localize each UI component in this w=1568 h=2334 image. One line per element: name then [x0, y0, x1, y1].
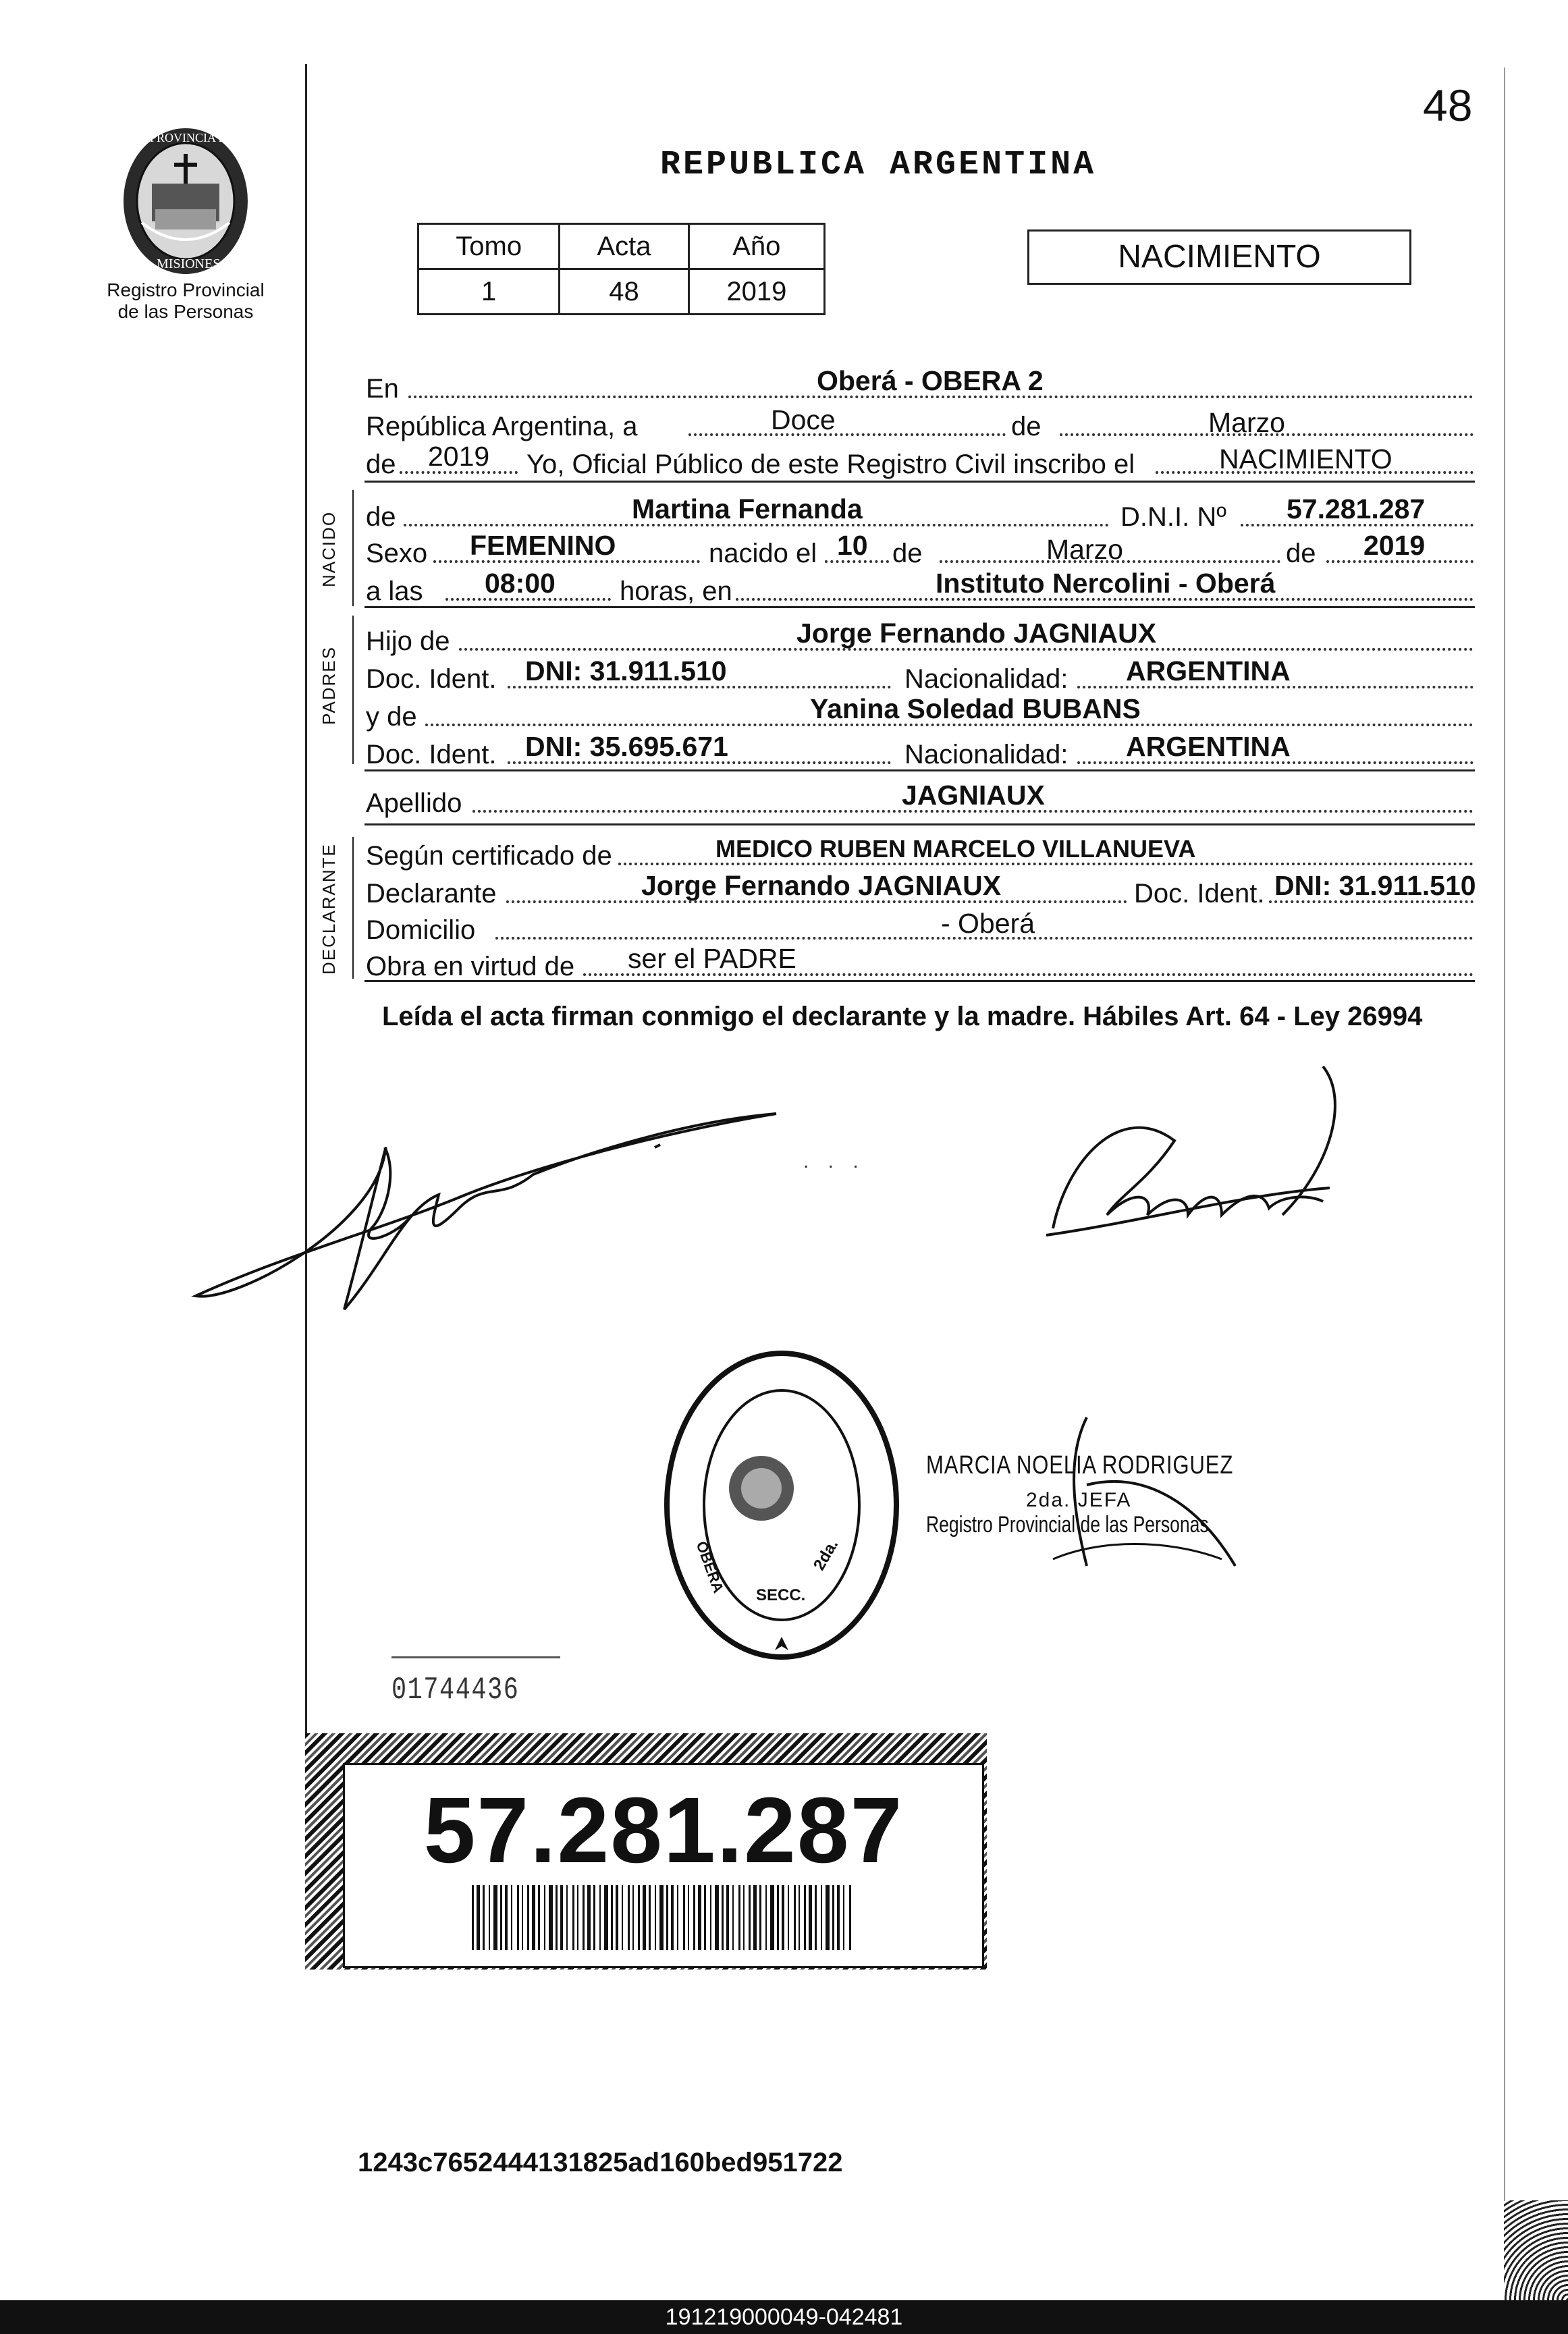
barcode-bar [671, 1885, 674, 1950]
barcode-bar [677, 1885, 678, 1950]
table-header-acta: Acta [560, 224, 688, 269]
en-value: Oberá - OBERA 2 [817, 365, 1044, 396]
declarante-doc: DNI: 31.911.510 [1274, 870, 1476, 901]
mother-nat: ARGENTINA [1126, 731, 1291, 762]
nacido-side-label: NACIDO [319, 510, 339, 587]
declarante-bracket [352, 837, 354, 979]
barcode-bar [726, 1885, 729, 1950]
logo-seal-bottom-text: MISIONES [157, 256, 221, 271]
mother-doc: DNI: 35.695.671 [525, 731, 728, 762]
republica-label: República Argentina, a [366, 412, 638, 441]
barcode-bar [832, 1885, 834, 1950]
barcode-bar [804, 1885, 806, 1950]
barcode-bar [815, 1885, 817, 1950]
nacido-de-label: de [366, 502, 396, 532]
barcode-bar [500, 1885, 502, 1950]
barcode-bar [583, 1885, 585, 1950]
barcode-bar [710, 1885, 711, 1950]
barcode-bar [683, 1885, 685, 1950]
barcode-bar [560, 1885, 563, 1950]
name-value: Martina Fernanda [632, 493, 863, 524]
apellido-label: Apellido [366, 788, 462, 818]
barcode-bar [693, 1885, 695, 1950]
barcode-bar [493, 1885, 497, 1950]
barcode-bar [715, 1885, 719, 1950]
declarante-label: Declarante [366, 879, 497, 908]
padres-rule [364, 769, 1475, 771]
barcode-bar [628, 1885, 630, 1950]
barcode-bar [753, 1885, 757, 1950]
barcode-bar [843, 1885, 844, 1950]
barcode-bar [770, 1885, 774, 1950]
page-number: 48 [1423, 80, 1473, 130]
barcode-bar [849, 1885, 851, 1950]
father-nat-label: Nacionalidad: [904, 664, 1069, 694]
barcode-bar [566, 1885, 568, 1950]
barcode-bar [532, 1885, 535, 1950]
official-signature [992, 1404, 1249, 1579]
tomo-acta-table [417, 223, 826, 315]
barcode-bar [826, 1885, 830, 1950]
father-doc-label: Doc. Ident. [366, 664, 497, 694]
margin-line [305, 64, 307, 1967]
barcode-bar [538, 1885, 540, 1950]
footer-code: 191219000049-042481 [665, 2304, 903, 2330]
barcode-bar [544, 1885, 545, 1950]
declarante-value: Jorge Fernando JAGNIAUX [641, 870, 1002, 901]
father-value: Jorge Fernando JAGNIAUX [796, 618, 1157, 649]
day-dots [688, 433, 1006, 436]
obra-label: Obra en virtud de [366, 952, 575, 981]
nacido-el-label: nacido el [709, 539, 817, 568]
barcode-bar [587, 1885, 591, 1950]
intro-rule [364, 481, 1475, 483]
logo-seal-top-text: PROVINCIA DE [150, 131, 235, 144]
horas-en-label: horas, en [620, 576, 732, 606]
place-value: Instituto Nercolini - Oberá [936, 568, 1276, 599]
de-label-4: de [1286, 539, 1316, 568]
barcode-bar [638, 1885, 640, 1950]
barcode-bar [782, 1885, 784, 1950]
document-hash: 1243c7652444131825ad160bed951722 [358, 2148, 843, 2177]
barcode-bar [556, 1885, 558, 1950]
barcode-bar [572, 1885, 574, 1950]
y-de-label: y de [366, 702, 417, 732]
declarante-signature [182, 1093, 830, 1323]
father-nat: ARGENTINA [1126, 655, 1291, 686]
round-seal-inner-left: OBERA [693, 1539, 728, 1596]
barcode-bar [794, 1885, 796, 1950]
mother-signature [1039, 1060, 1350, 1255]
month-value: Marzo [1208, 407, 1285, 438]
a-las-label: a las [366, 576, 423, 606]
barcode-bar [489, 1885, 490, 1950]
dni-label: D.N.I. Nº [1120, 502, 1226, 532]
father-doc: DNI: 31.911.510 [525, 655, 727, 686]
padres-side-label: PADRES [319, 646, 339, 725]
barcode-bar [809, 1885, 812, 1950]
barcode-bar [577, 1885, 578, 1950]
domicilio-label: Domicilio [366, 915, 476, 945]
barcode-bar [799, 1885, 800, 1950]
barcode-bar [632, 1885, 634, 1950]
sexo-value: FEMENINO [470, 530, 616, 561]
official-name: MARCIA NOELIA RODRIGUEZ [926, 1451, 1234, 1480]
barcode-bar [522, 1885, 523, 1950]
barcode-bar [549, 1885, 553, 1950]
dni-value: 57.281.287 [1287, 493, 1426, 524]
table-header-tomo: Tomo [418, 224, 560, 269]
barcode-bar [743, 1885, 745, 1950]
registry-round-seal [660, 1347, 903, 1664]
barcode-bar [698, 1885, 701, 1950]
logo-caption-2: de las Personas [117, 301, 254, 322]
barcode-bar [616, 1885, 618, 1950]
table-value-ano: 2019 [688, 269, 824, 315]
barcode-bar [659, 1885, 664, 1950]
document-type-box [1027, 229, 1411, 285]
barcode-bar [837, 1885, 840, 1950]
mother-nat-label: Nacionalidad: [904, 740, 1069, 769]
de-label-3: de [892, 539, 923, 568]
barcode-bar [655, 1885, 656, 1950]
barcode-bar [599, 1885, 601, 1950]
domicilio-value: - Oberá [941, 908, 1035, 939]
birth-day: 10 [837, 530, 868, 561]
birth-month: Marzo [1046, 534, 1123, 565]
id-barcode [472, 1885, 858, 1950]
barcode-bar [483, 1885, 485, 1950]
barcode-bar [472, 1885, 474, 1950]
year-value: 2019 [428, 441, 490, 472]
declarante-doc-label: Doc. Ident. [1134, 879, 1265, 908]
barcode-bar [511, 1885, 512, 1950]
de-label-2: de [366, 450, 396, 479]
barcode-bar [643, 1885, 646, 1950]
barcode-bar [666, 1885, 668, 1950]
barcode-bar [765, 1885, 767, 1950]
round-seal-inner-bottom: SECC. [756, 1586, 806, 1604]
padres-bracket [352, 616, 354, 764]
table-value-acta: 48 [560, 269, 688, 315]
fingerprint-smudge [1504, 2200, 1568, 2300]
barcode-bar [604, 1885, 608, 1950]
day-value: Doce [771, 404, 836, 435]
segun-label: Según certificado de [366, 841, 612, 871]
serial-number: 01744436 [391, 1673, 520, 1708]
signature-dots: . . . [803, 1150, 865, 1172]
birth-year: 2019 [1363, 530, 1426, 561]
nacido-rule [364, 606, 1475, 608]
de-label-1: de [1011, 412, 1042, 441]
table-header-ano: Año [688, 224, 824, 269]
barcode-bar [505, 1885, 508, 1950]
id-number: 57.281.287 [423, 1779, 904, 1882]
declarante-side-label: DECLARANTE [319, 843, 339, 975]
barcode-bar [611, 1885, 613, 1950]
sexo-label: Sexo [366, 539, 428, 568]
footer-bar [0, 2300, 1568, 2334]
en-label: En [366, 374, 399, 404]
barcode-bar [722, 1885, 724, 1950]
barcode-bar [704, 1885, 706, 1950]
table-value-tomo: 1 [418, 269, 560, 315]
barcode-bar [593, 1885, 595, 1950]
barcode-bar [517, 1885, 519, 1950]
document-type: NACIMIENTO [1118, 239, 1321, 275]
barcode-bar [777, 1885, 779, 1950]
official-title: 2da. JEFA [1026, 1489, 1132, 1511]
barcode-bar [759, 1885, 761, 1950]
barcode-bar [477, 1885, 480, 1950]
round-seal-inner-right: 2da. [809, 1536, 842, 1574]
barcode-bar [738, 1885, 740, 1950]
declarante-rule [364, 980, 1475, 982]
apellido-rule [364, 823, 1475, 825]
yo-text: Yo, Oficial Público de este Registro Civil inscribo el [526, 450, 1135, 479]
mother-value: Yanina Soledad BUBANS [810, 693, 1141, 724]
barcode-bar [732, 1885, 734, 1950]
barcode-bar [749, 1885, 751, 1950]
hour-value: 08:00 [485, 568, 556, 599]
barcode-bar [527, 1885, 529, 1950]
id-number-box [343, 1763, 984, 1968]
apellido-value: JAGNIAUX [902, 780, 1045, 811]
segun-value: MEDICO RUBEN MARCELO VILLANUEVA [715, 835, 1196, 863]
serial-underline [391, 1656, 560, 1658]
hijo-de-label: Hijo de [366, 626, 450, 656]
nacido-bracket [352, 490, 354, 606]
barcode-bar [649, 1885, 651, 1950]
province-logo [115, 121, 256, 283]
barcode-bar [622, 1885, 623, 1950]
barcode-bar [688, 1885, 689, 1950]
barcode-bar [821, 1885, 822, 1950]
inscribo-value: NACIMIENTO [1219, 443, 1393, 474]
logo-caption-1: Registro Provincial [107, 279, 265, 300]
barcode-bar [788, 1885, 789, 1950]
document-title: REPUBLICA ARGENTINA [660, 146, 1097, 184]
mother-doc-label: Doc. Ident. [366, 740, 497, 769]
closing-text: Leída el acta firman conmigo el declarante y la madre. Hábiles Art. 64 - Ley 26994 [382, 1002, 1423, 1031]
right-margin-line [1504, 67, 1505, 2227]
obra-value: ser el PADRE [628, 943, 796, 974]
official-office: Registro Provincial de las Personas [926, 1512, 1209, 1538]
